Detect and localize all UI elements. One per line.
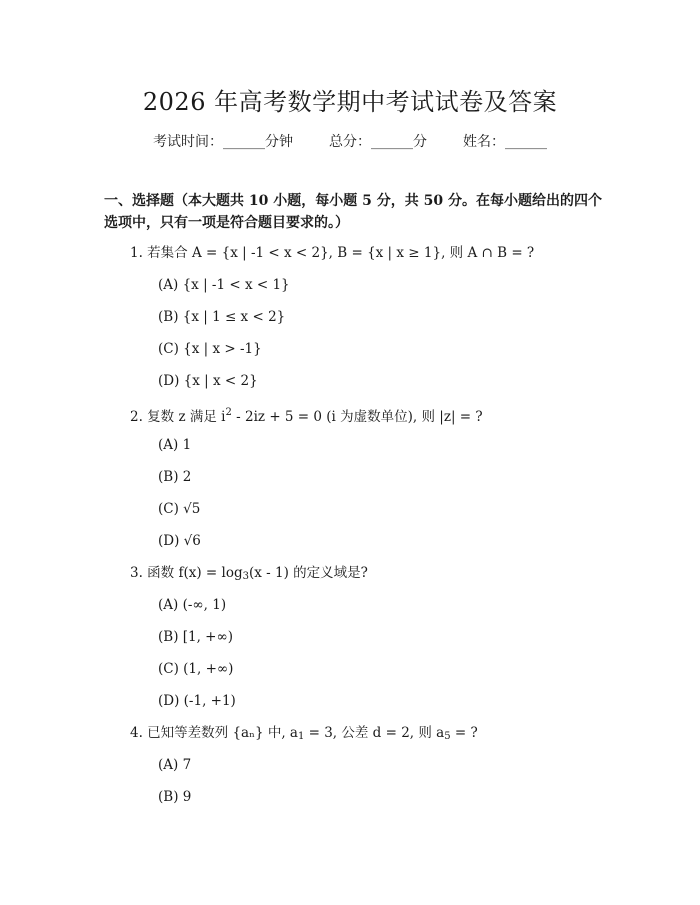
- question-3-option-b: (B) [1, +∞): [158, 629, 234, 645]
- question-2-option-b: (B) 2: [158, 469, 192, 485]
- question-4-stem-part: = 3, 公差 d = 2, 则 a: [304, 725, 445, 741]
- question-4-stem-part: 4. 已知等差数列 {aₙ} 中, a: [130, 725, 298, 741]
- page-title: 2026 年高考数学期中考试试卷及答案: [142, 88, 558, 116]
- question-4-subscript: 1: [297, 731, 305, 742]
- exam-info-line: [0, 131, 700, 151]
- question-2-option-c: (C) √5: [158, 501, 201, 517]
- question-3-stem-part: 3. 函数 f(x) = log: [130, 565, 243, 581]
- question-1-option-b: (B) {x | 1 ≤ x < 2}: [158, 309, 286, 325]
- question-4-option-b: (B) 9: [158, 789, 192, 805]
- total-score-field: 总分：______分: [329, 134, 427, 150]
- question-4-stem-part: = ?: [450, 725, 478, 741]
- question-2-stem: [130, 404, 483, 426]
- question-3-stem: [130, 564, 368, 586]
- question-3-option-a: (A) (-∞, 1): [158, 597, 227, 613]
- question-1-stem: 1. 若集合 A = {x | -1 < x < 2}, B = {x | x ≥ 1}, 则 A ∩ B = ?: [130, 245, 535, 261]
- question-2-option-a: (A) 1: [158, 437, 192, 453]
- question-2-stem-part: 2. 复数 z 满足 i: [130, 409, 226, 425]
- question-4-stem: [130, 724, 478, 746]
- question-4-subscript: 5: [444, 731, 451, 742]
- question-3-option-d: (D) (-1, +1): [158, 693, 236, 709]
- student-name-field: 姓名：______: [463, 134, 547, 150]
- question-1-option-c: (C) {x | x > -1}: [158, 341, 262, 357]
- question-2-superscript: 2: [225, 407, 232, 418]
- question-3-option-c: (C) (1, +∞): [158, 661, 234, 677]
- question-3-stem-part: (x - 1) 的定义域是?: [248, 565, 368, 581]
- exam-time-field: 考试时间：______分钟: [153, 134, 293, 150]
- question-2-option-d: (D) √6: [158, 533, 201, 549]
- question-1-option-d: (D) {x | x < 2}: [158, 373, 258, 389]
- question-4-option-a: (A) 7: [158, 757, 192, 773]
- question-1-option-a: (A) {x | -1 < x < 1}: [158, 277, 290, 293]
- section-heading: 一、选择题（本大题共 10 小题，每小题 5 分，共 50 分。在每小题给出的四个选项中，只有一项是符合题目要求的。）: [104, 193, 602, 231]
- question-3-subscript: 3: [242, 571, 249, 582]
- question-2-stem-part: - 2iz + 5 = 0 (i 为虚数单位), 则 |z| = ?: [231, 409, 483, 425]
